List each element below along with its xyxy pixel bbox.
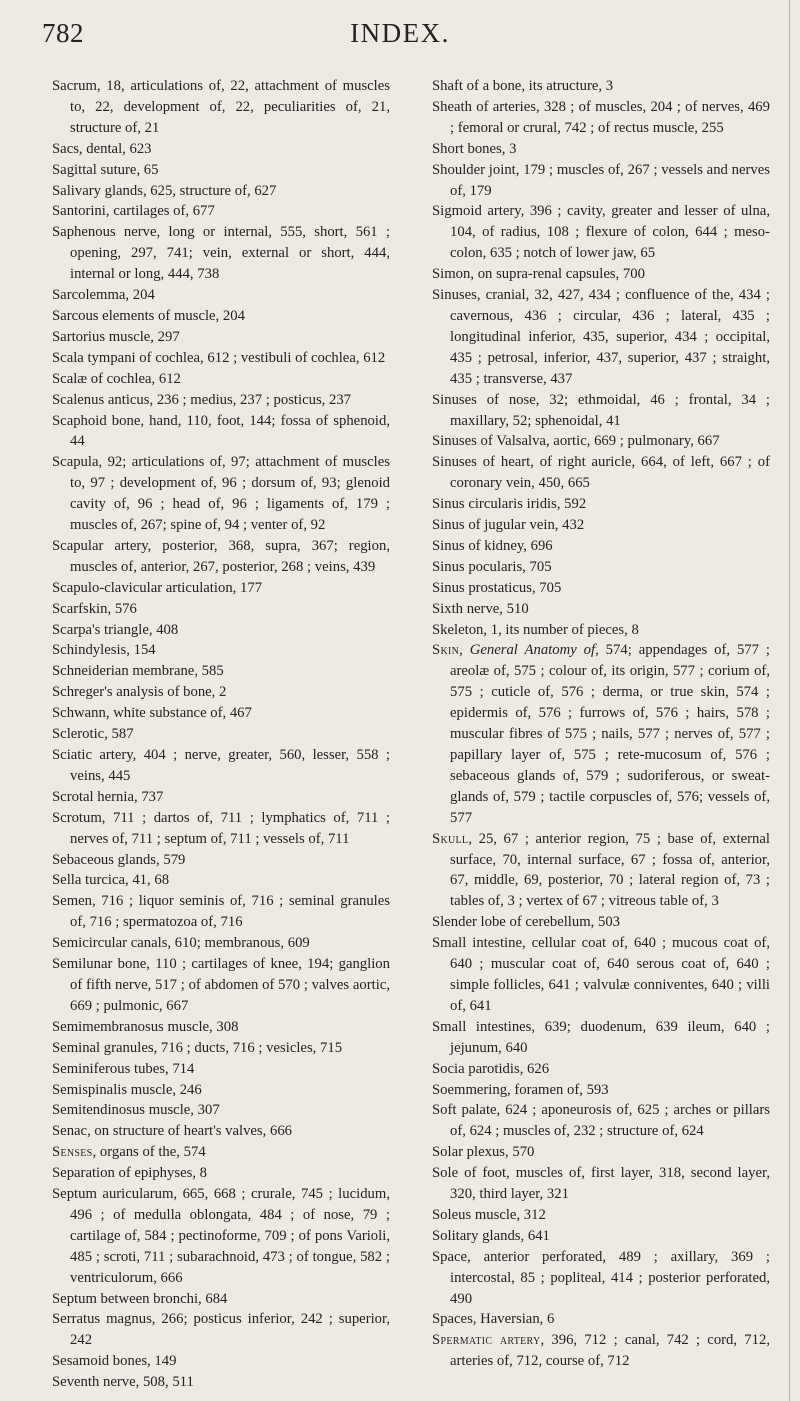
index-entry xyxy=(432,1017,770,1059)
entry-text: Senac, on structure of heart's valves, 666 xyxy=(52,1123,293,1140)
index-entry xyxy=(52,1017,390,1038)
index-entry xyxy=(52,201,390,222)
index-entry xyxy=(52,139,390,160)
entry-text: Simon, on supra-renal capsules, 700 xyxy=(432,266,645,283)
index-entry xyxy=(52,1309,390,1351)
entry-text: Small intestines, 639; duodenum, 639 ileum, 640 ; jejunum, 640 xyxy=(432,1018,770,1056)
index-entry xyxy=(432,494,770,515)
entry-italic-text: General Anatomy of xyxy=(469,642,596,659)
entry-text: Sinus of kidney, 696 xyxy=(432,537,553,554)
index-entry xyxy=(52,327,390,348)
entry-text: Scarfskin, 576 xyxy=(52,600,137,617)
entry-text: Sinuses of Valsalva, aortic, 669 ; pulmonary, 667 xyxy=(432,433,720,450)
entry-text: Scapula, 92; articulations of, 97; attachment of muscles to, 97 ; development of, 96 ; dorsum of, 93; glenoid cavity of, 96 ; head of, 96 ; ligaments of, 179 ; muscles of, 267; spine of, 94 ; venter of, 92 xyxy=(52,454,390,534)
index-entry xyxy=(52,682,390,703)
entry-text: Separation of epiphyses, 8 xyxy=(52,1165,208,1182)
entry-text: Skeleton, 1, its number of pieces, 8 xyxy=(432,621,639,638)
entry-text: Sixth nerve, 510 xyxy=(432,600,529,617)
index-entry xyxy=(432,1142,770,1163)
entry-text: Santorini, cartilages of, 677 xyxy=(52,203,215,220)
entry-text: Short bones, 3 xyxy=(432,140,517,157)
index-entry xyxy=(52,285,390,306)
entry-text: , organs of the, 574 xyxy=(92,1144,206,1161)
entry-text: Sagittal suture, 65 xyxy=(52,161,159,178)
entry-text: Sella turcica, 41, 68 xyxy=(52,872,170,889)
entry-text: , xyxy=(459,642,470,659)
index-entry xyxy=(52,181,390,202)
entry-text: Sinus of jugular vein, 432 xyxy=(432,517,585,534)
entry-text: Sarcolemma, 204 xyxy=(52,287,155,304)
entry-text: Sinuses of nose, 32; ethmoidal, 46 ; frontal, 34 ; maxillary, 52; sphenoidal, 41 xyxy=(432,391,770,429)
index-entry xyxy=(52,1100,390,1121)
index-entry xyxy=(432,578,770,599)
page-edge-line xyxy=(789,0,790,1401)
index-entry xyxy=(432,1059,770,1080)
entry-text: Soft palate, 624 ; aponeurosis of, 625 ; arches or pillars of, 624 ; muscles of, 232 ; structure of, 624 xyxy=(432,1102,770,1140)
entry-text: Semispinalis muscle, 246 xyxy=(52,1081,202,1098)
index-entry xyxy=(432,76,770,97)
entry-text: Sesamoid bones, 149 xyxy=(52,1353,177,1370)
entry-text: Sinus pocularis, 705 xyxy=(432,558,552,575)
entry-text: Septum between bronchi, 684 xyxy=(52,1290,228,1307)
entry-heading: Skull xyxy=(432,830,469,847)
entry-heading: Senses xyxy=(52,1144,93,1161)
index-entry xyxy=(432,285,770,390)
entry-text: Socia parotidis, 626 xyxy=(432,1060,550,1077)
index-entry xyxy=(52,787,390,808)
index-entry xyxy=(432,640,770,828)
index-entry xyxy=(52,369,390,390)
index-entry xyxy=(52,390,390,411)
index-entry xyxy=(52,933,390,954)
entry-text: Seminiferous tubes, 714 xyxy=(52,1060,195,1077)
index-entry xyxy=(52,160,390,181)
index-entry xyxy=(52,1038,390,1059)
entry-text: Scapulo-clavicular articulation, 177 xyxy=(52,579,263,596)
entry-text: Septum auricularum, 665, 668 ; crurale, 745 ; lucidum, 496 ; of medulla oblongata, 484 ; of nose, 79 ; cartilage of, 584 ; pectinoforme, 709 ; of pons Varioli, 485 ; scroti, 711 ; subarachnoid, 473 ; of tongue, 582 ; ventriculorum, 666 xyxy=(52,1186,390,1286)
entry-text: Spaces, Haversian, 6 xyxy=(432,1311,555,1328)
entry-text: Sinuses, cranial, 32, 427, 434 ; confluence of the, 434 ; cavernous, 436 ; circular, 436 ; lateral, 435 ; longitudinal inferior, 435, superior, 434 ; occipital, 435 ; petrosal, inferior, 437, superior, 437 ; straight, 435 ; transverse, 437 xyxy=(432,287,770,387)
index-entry xyxy=(432,1100,770,1142)
entry-text: , 396, 712 ; canal, 742 ; cord, 712, arteries of, 712, course of, 712 xyxy=(450,1332,770,1370)
entry-text: Sheath of arteries, 328 ; of muscles, 204 ; of nerves, 469 ; femoral or crural, 742 ; of rectus muscle, 255 xyxy=(432,98,770,136)
entry-text: Soemmering, foramen of, 593 xyxy=(432,1081,609,1098)
index-entry xyxy=(52,306,390,327)
entry-text: Sinus circularis iridis, 592 xyxy=(432,496,587,513)
index-entry xyxy=(52,1351,390,1372)
index-entry xyxy=(432,933,770,1017)
index-entry xyxy=(432,912,770,933)
entry-text: Shaft of a bone, its atructure, 3 xyxy=(432,78,614,94)
index-entry xyxy=(52,1059,390,1080)
index-entry xyxy=(432,452,770,494)
left-column xyxy=(52,76,390,1393)
index-entry xyxy=(52,599,390,620)
entry-text: Serratus magnus, 266; posticus inferior, 242 ; superior, 242 xyxy=(52,1311,390,1349)
index-entry xyxy=(432,264,770,285)
page-number: 782 xyxy=(42,18,84,48)
entry-text: Sole of foot, muscles of, first layer, 318, second layer, 320, third layer, 321 xyxy=(432,1165,770,1203)
right-column xyxy=(432,76,770,1372)
index-entry xyxy=(52,703,390,724)
entry-text: Shoulder joint, 179 ; muscles of, 267 ; vessels and nerves of, 179 xyxy=(432,161,770,199)
entry-text: Saphenous nerve, long or internal, 555, short, 561 ; opening, 297, 741; vein, external or short, 444, internal or long, 444, 738 xyxy=(52,224,390,283)
index-entry xyxy=(432,97,770,139)
index-entry xyxy=(432,431,770,452)
index-entry xyxy=(432,1309,770,1330)
index-entry xyxy=(52,620,390,641)
index-entry xyxy=(52,1142,390,1163)
entry-text: Schneiderian membrane, 585 xyxy=(52,663,224,680)
index-entry xyxy=(432,1330,770,1372)
index-entry xyxy=(52,348,390,369)
entry-text: Solar plexus, 570 xyxy=(432,1144,535,1161)
entry-text: Solitary glands, 641 xyxy=(432,1227,550,1244)
entry-text: Semimembranosus muscle, 308 xyxy=(52,1018,239,1035)
index-entry xyxy=(52,724,390,745)
page-header xyxy=(42,18,758,58)
entry-text: Scrotum, 711 ; dartos of, 711 ; lymphatics of, 711 ; nerves of, 711 ; septum of, 711 ; vessels of, 711 xyxy=(52,809,390,847)
index-entry xyxy=(432,515,770,536)
entry-text: Slender lobe of cerebellum, 503 xyxy=(432,914,621,931)
index-entry xyxy=(52,808,390,850)
entry-text: Sinus prostaticus, 705 xyxy=(432,579,562,596)
index-entry xyxy=(52,745,390,787)
index-entry xyxy=(52,536,390,578)
index-entry xyxy=(432,829,770,913)
entry-text: Sarcous elements of muscle, 204 xyxy=(52,307,245,324)
index-entry xyxy=(52,1372,390,1393)
index-entry xyxy=(52,1080,390,1101)
index-entry xyxy=(432,557,770,578)
index-entry xyxy=(432,1163,770,1205)
index-entry xyxy=(432,1226,770,1247)
entry-heading: Spermatic artery xyxy=(432,1332,541,1349)
entry-text: Seminal granules, 716 ; ducts, 716 ; vesicles, 715 xyxy=(52,1039,343,1056)
index-entry xyxy=(432,536,770,557)
entry-text: Sacs, dental, 623 xyxy=(52,140,152,157)
entry-text: Scapular artery, posterior, 368, supra, 367; region, muscles of, anterior, 267, posterior, 268 ; veins, 439 xyxy=(52,537,390,575)
index-entry xyxy=(432,1247,770,1310)
entry-text: Sebaceous glands, 579 xyxy=(52,851,186,868)
index-entry xyxy=(52,640,390,661)
running-head: INDEX. xyxy=(350,18,450,48)
entry-text: Sigmoid artery, 396 ; cavity, greater and lesser of ulna, 104, of radius, 108 ; flexure of colon, 644 ; meso-colon, 635 ; notch of lower jaw, 65 xyxy=(432,203,770,262)
index-entry xyxy=(52,222,390,285)
entry-text: , 25, 67 ; anterior region, 75 ; base of, external surface, 70, internal surface, 67 ; fossa of, anterior, 67, middle, 69, posterior, 70 ; lateral region of, 73 ; tables of, 3 ; vertex of 67 ; vitreous table of, 3 xyxy=(450,830,770,910)
index-entry xyxy=(432,599,770,620)
index-entry xyxy=(52,870,390,891)
entry-heading: Skin xyxy=(432,642,460,659)
index-entry xyxy=(52,661,390,682)
entry-text: Semen, 716 ; liquor seminis of, 716 ; seminal granules of, 716 ; spermatozoa of, 716 xyxy=(52,893,390,931)
index-entry xyxy=(52,954,390,1017)
entry-text: Semicircular canals, 610; membranous, 609 xyxy=(52,935,310,952)
entry-text: Sartorius muscle, 297 xyxy=(52,328,180,345)
index-entry xyxy=(52,578,390,599)
index-entry xyxy=(52,76,390,139)
index-entry xyxy=(432,1205,770,1226)
index-entry xyxy=(432,390,770,432)
index-entry xyxy=(432,139,770,160)
index-entry xyxy=(432,620,770,641)
entry-text: Soleus muscle, 312 xyxy=(432,1206,546,1223)
entry-text: Space, anterior perforated, 489 ; axillary, 369 ; intercostal, 85 ; popliteal, 414 ; posterior perforated, 490 xyxy=(432,1248,770,1307)
entry-text: Sciatic artery, 404 ; nerve, greater, 560, lesser, 558 ; veins, 445 xyxy=(52,747,390,784)
index-entry xyxy=(52,1163,390,1184)
index-entry xyxy=(432,201,770,264)
entry-text: Sacrum, 18, articulations of, 22, attachment of muscles to, 22, development of, 22, peculiarities of, 21, structure of, 21 xyxy=(52,78,390,136)
entry-text: Scrotal hernia, 737 xyxy=(52,788,164,805)
index-entry xyxy=(52,452,390,536)
entry-text: Small intestine, cellular coat of, 640 ; mucous coat of, 640 ; muscular coat of, 640 serous coat of, 640 ; simple follicles, 641 ; valvulæ conniventes, 640 ; villi of, 641 xyxy=(432,935,770,1014)
entry-text: Seventh nerve, 508, 511 xyxy=(52,1374,194,1391)
entry-text: Sclerotic, 587 xyxy=(52,726,134,743)
entry-text: Scala tympani of cochlea, 612 ; vestibuli of cochlea, 612 xyxy=(52,349,386,366)
index-entry xyxy=(52,1289,390,1310)
entry-text: Schindylesis, 154 xyxy=(52,642,156,659)
entry-text: Semilunar bone, 110 ; cartilages of knee, 194; ganglion of fifth nerve, 517 ; of abdomen of 570 ; valves aortic, 669 ; pulmonic, 667 xyxy=(52,956,390,1014)
entry-text: Scaphoid bone, hand, 110, foot, 144; fossa of sphenoid, 44 xyxy=(52,412,390,450)
index-entry xyxy=(52,1121,390,1142)
index-entry xyxy=(432,160,770,202)
entry-text: Schwann, white substance of, 467 xyxy=(52,705,252,722)
entry-text: Scalæ of cochlea, 612 xyxy=(52,370,181,387)
entry-text: Scalenus anticus, 236 ; medius, 237 ; posticus, 237 xyxy=(52,391,352,408)
index-entry xyxy=(52,411,390,453)
index-entry xyxy=(52,850,390,871)
entry-text: Salivary glands, 625, structure of, 627 xyxy=(52,182,277,199)
index-columns xyxy=(52,76,770,1391)
entry-text: Scarpa's triangle, 408 xyxy=(52,621,179,638)
index-entry xyxy=(52,891,390,933)
entry-text: , 574; appendages of, 577 ; areolæ of, 575 ; colour of, its origin, 577 ; corium of, 575 ; cuticle of, 576 ; derma, or true skin, 574 ; epidermis of, 576 ; furrows of, 576 ; hairs, 578 ; muscular fibres of 575 ; nails, 577 ; nerves of, 577 ; papillary layer of, 575 ; rete-mucosum of, 576 ; sebaceous glands of, 579 ; sudoriferous, or sweat-glands of, 579 ; tactile corpuscles of, 576; vessels of, 577 xyxy=(450,642,770,826)
entry-text: Schreger's analysis of bone, 2 xyxy=(52,684,227,701)
index-entry xyxy=(52,1184,390,1289)
entry-text: Sinuses of heart, of right auricle, 664, of left, 667 ; of coronary vein, 450, 665 xyxy=(432,454,770,492)
entry-text: Semitendinosus muscle, 307 xyxy=(52,1102,220,1119)
index-entry xyxy=(432,1080,770,1101)
